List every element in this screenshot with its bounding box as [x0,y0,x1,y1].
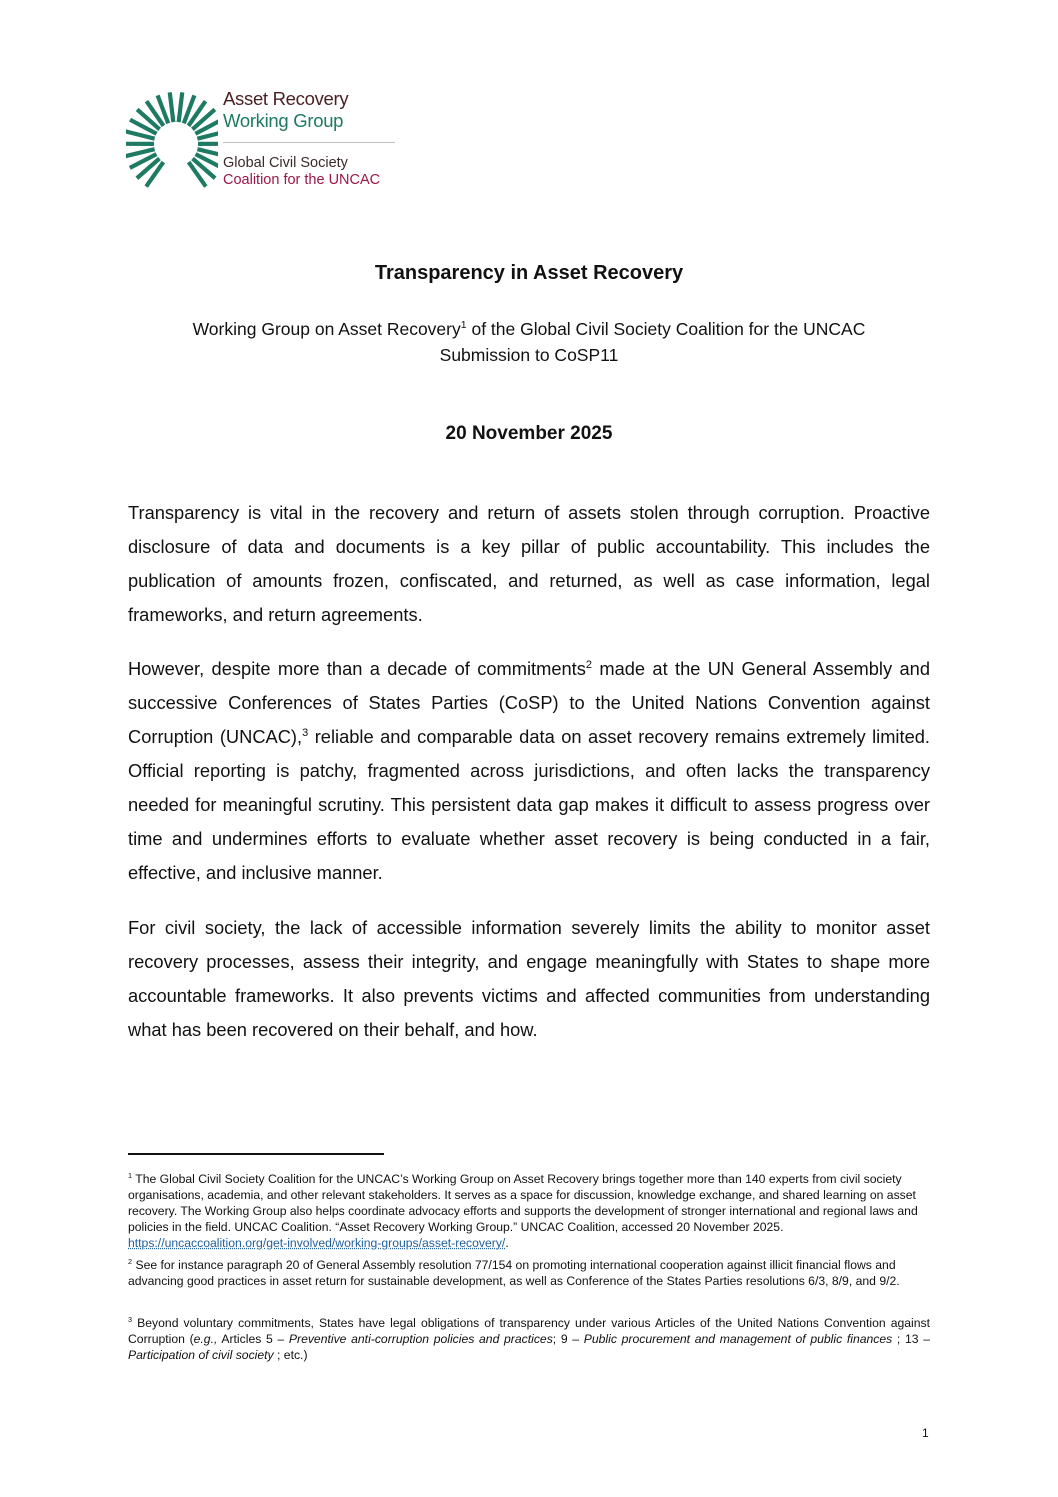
footnote-1-text: The Global Civil Society Coalition for the UNCAC’s Working Group on Asset Recovery brings together more than 140 experts from civil society organisations, academia, and other relevant stakeholders. It serves as a space for discussion, knowledge exchange, and shared learning on asset recovery. The Working Group also helps coordinate advocacy efforts and supports the development of stronger international and regional laws and policies in the field. UNCAC Coalition. “Asset Recovery Working Group.” UNCAC Coalition, accessed 20 November 2025. [128,1172,918,1234]
document-subtitle [0,316,1058,368]
footnote-ref-1[interactable]: 1 [460,319,467,332]
logo-text [223,88,395,189]
subtitle-text: Working Group on Asset Recovery [192,319,461,339]
logo-line-coalition: Coalition for the UNCAC [223,172,381,188]
footnote-3-text-5: ; etc.) [273,1348,308,1362]
paragraph-2-text-a: However, despite more than a decade of commitments [128,658,586,679]
paragraph-2-text-b: made at the UN General Assembly and successive Conferences of States Parties (CoSP) to the United Nations Convention against Corruption (UNCAC), [128,658,930,747]
paragraph-2 [128,652,930,890]
footnote-3-eg: e.g., [193,1332,218,1346]
footnote-2 [128,1257,930,1289]
footnote-2-text: See for instance paragraph 20 of General Assembly resolution 77/154 on promoting international cooperation against illicit financial flows and advancing good practices in asset return for sustainable development, as well as Conference of the States Parties resolutions 6/3, 8/9, and 9/2. [128,1258,900,1288]
footnote-3-number: 3 [128,1314,133,1324]
footnote-3-article-5: Preventive anti-corruption policies and practices [288,1332,553,1346]
logo [126,88,406,200]
logo-line-global-civil-society: Global Civil Society [223,155,348,171]
document-date: 20 November 2025 [445,423,613,444]
footnote-separator [128,1153,384,1155]
footnote-2-number: 2 [128,1256,133,1266]
paragraph-3: For civil society, the lack of accessible information severely limits the ability to monitor asset recovery processes, assess their integrity, and engage meaningfully with States to shape more accountable frameworks. It also prevents victims and affected communities from understanding what has been recovered on their behalf, and how. [128,917,930,1040]
coalition-burst-icon [126,88,218,200]
footnote-3-text-3: ; 9 – [552,1332,584,1346]
footnote-1-link[interactable]: https://uncaccoalition.org/get-involved/working-groups/asset-recovery/ [128,1236,506,1250]
footnote-3-text-4: ; 13 – [892,1332,930,1346]
footnote-1-number: 1 [128,1170,133,1180]
footnote-3-text-2: Articles 5 – [217,1332,289,1346]
footnote-3-text-1: Beyond voluntary commitments, States have legal obligations of transparency under various Articles of the United Nations Convention against Corruption ( [128,1316,930,1346]
paragraph-1: Transparency is vital in the recovery and return of assets stolen through corruption. Proactive disclosure of data and documents is a key pillar of public accountability. This includes the publication of amounts frozen, confiscated, and returned, as well as case information, legal frameworks, and return agreements. [128,502,930,625]
footnote-1-end: . [505,1236,509,1250]
footnote-3-article-9: Public procurement and management of public finances [583,1332,893,1346]
subtitle-submission: Submission to CoSP11 [439,345,619,365]
burst-ray [170,92,174,122]
footnote-1 [128,1171,930,1251]
logo-line-asset-recovery: Asset Recovery [223,88,349,109]
logo-divider [223,142,395,143]
footnote-ref-3[interactable]: 3 [302,726,309,739]
page-number: 1 [922,1426,929,1440]
burst-ray [179,92,183,122]
document-title: Transparency in Asset Recovery [374,262,684,284]
footnote-ref-2[interactable]: 2 [585,658,592,671]
footnote-3-article-13: Participation of civil society [128,1348,274,1362]
subtitle-text-cont: of the Global Civil Society Coalition for the UNCAC [466,319,866,339]
logo-line-working-group: Working Group [223,110,344,131]
paragraph-2-text-c: reliable and comparable data on asset recovery remains extremely limited. Official reporting is patchy, fragmented across jurisdictions, and often lacks the transparency needed for meaningful scrutiny. This persistent data gap makes it difficult to assess progress over time and undermines efforts to evaluate whether asset recovery is being conducted in a fair, effective, and inclusive manner. [128,726,930,883]
footnote-3 [128,1315,930,1363]
